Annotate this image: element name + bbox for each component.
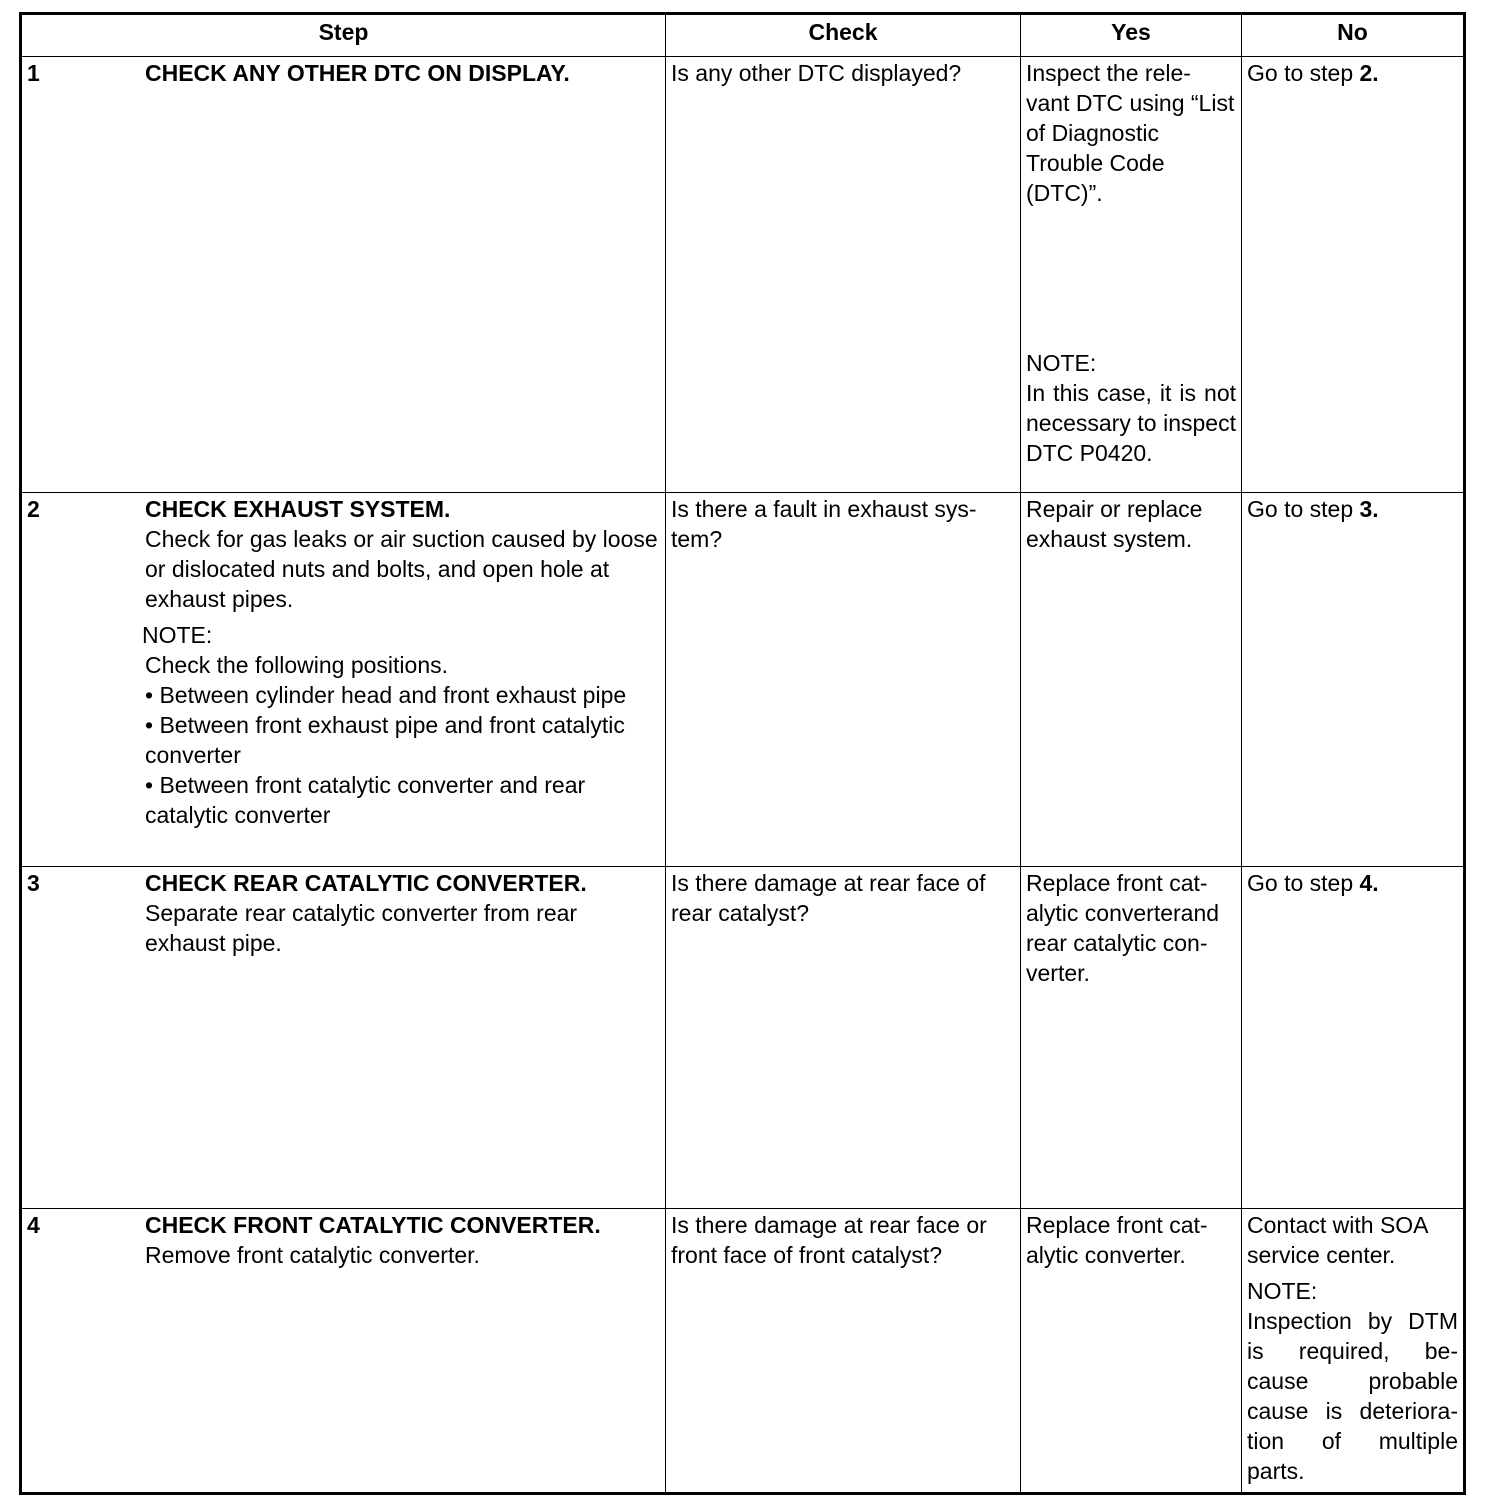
check-cell [666, 57, 1021, 493]
step-title: CHECK ANY OTHER DTC ON DISPLAY. [145, 60, 570, 86]
step-cell [21, 57, 666, 493]
step-description: Check for gas leaks or air suction caused by loose or dislocated nuts and bolts, and open hole at exhaust pipes. [145, 526, 658, 612]
step-cell [21, 1209, 666, 1494]
no-action: Go to step [1247, 60, 1360, 86]
no-action: Go to step [1247, 870, 1360, 896]
yes-cell [1021, 57, 1242, 493]
yes-note-label: NOTE: [1026, 350, 1097, 376]
yes-cell [1021, 1209, 1242, 1494]
step-title: CHECK REAR CATALYTIC CONVERTER. [145, 870, 587, 896]
step-number: 2 [27, 496, 40, 522]
yes-cell [1021, 867, 1242, 1209]
yes-action: Replace front cat- alytic converterand rear catalytic con- verter. [1026, 870, 1220, 986]
check-cell [666, 867, 1021, 1209]
no-step-ref: 4. [1359, 870, 1379, 896]
yes-action: Repair or replace exhaust system. [1026, 496, 1203, 552]
no-action: Go to step [1247, 496, 1360, 522]
no-cell [1242, 1209, 1465, 1494]
diagnostic-table [19, 12, 1466, 1495]
yes-cell [1021, 493, 1242, 867]
check-question: Is there a fault in exhaust sys- tem? [671, 496, 977, 552]
step-bullet: • Between cylinder head and front exhaust pipe [145, 682, 627, 708]
header-check: Check [666, 14, 1021, 57]
check-question: Is any other DTC displayed? [671, 60, 962, 86]
no-cell [1242, 57, 1465, 493]
no-action: Contact with SOA service center. [1247, 1212, 1428, 1268]
no-cell [1242, 493, 1465, 867]
step-description: Remove front catalytic converter. [145, 1242, 480, 1268]
step-number: 4 [27, 1212, 40, 1238]
yes-action: Inspect the rele- vant DTC using “List of Diagnostic Trouble Code (DTC)”. [1026, 60, 1235, 206]
check-question: Is there damage at rear face of rear catalyst? [671, 870, 986, 926]
step-title: CHECK EXHAUST SYSTEM. [145, 496, 451, 522]
no-note-label: NOTE: [1247, 1278, 1318, 1304]
step-note-label: NOTE: [142, 622, 213, 648]
yes-action: Replace front cat- alytic converter. [1026, 1212, 1208, 1268]
check-cell [666, 1209, 1021, 1494]
check-cell [666, 493, 1021, 867]
no-step-ref: 3. [1359, 496, 1379, 522]
step-number: 3 [27, 870, 40, 896]
header-yes: Yes [1021, 14, 1242, 57]
header-row [21, 14, 1465, 57]
table-row [21, 1209, 1465, 1494]
no-cell [1242, 867, 1465, 1209]
check-question: Is there damage at rear face or front face of front catalyst? [671, 1212, 987, 1268]
header-no: No [1242, 14, 1465, 57]
step-cell [21, 493, 666, 867]
step-note-intro: Check the following positions. [145, 652, 448, 678]
step-bullet: • Between front catalytic converter and rear catalytic converter [145, 772, 586, 828]
no-step-ref: 2. [1359, 60, 1379, 86]
no-note-text: Inspection by DTM is required, be- cause probable cause is deteriora- tion of multiple parts. [1247, 1308, 1458, 1484]
step-bullet: • Between front exhaust pipe and front catalytic converter [145, 712, 625, 768]
table-row [21, 57, 1465, 493]
yes-note-text: In this case, it is not necessary to inspect DTC P0420. [1026, 380, 1236, 466]
step-title: CHECK FRONT CATALYTIC CONVERTER. [145, 1212, 601, 1238]
step-description: Separate rear catalytic converter from rear exhaust pipe. [145, 900, 578, 956]
table-row [21, 493, 1465, 867]
step-number: 1 [27, 60, 40, 86]
step-cell [21, 867, 666, 1209]
table-row [21, 867, 1465, 1209]
header-step: Step [21, 14, 666, 57]
